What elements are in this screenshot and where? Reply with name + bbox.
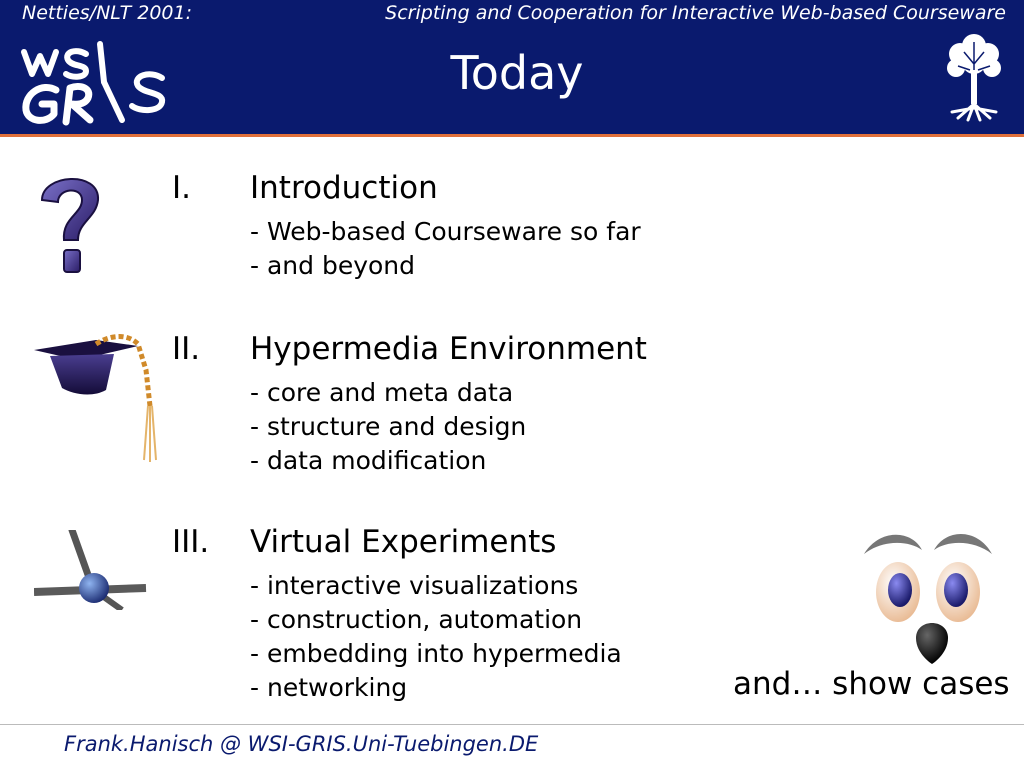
graduation-cap-icon <box>32 330 162 466</box>
surprised-face-icon <box>860 526 996 666</box>
list-item: - and beyond <box>250 251 416 280</box>
list-item: - interactive visualizations <box>250 571 579 600</box>
footer-divider <box>0 724 1024 725</box>
slide-subtitle: Scripting and Cooperation for Interactive Web-based Courseware <box>385 2 1006 24</box>
section-number: I. <box>172 170 191 206</box>
list-item: - embedding into hypermedia <box>250 639 622 668</box>
section-number: II. <box>172 331 201 367</box>
wsi-gris-logo <box>20 40 175 126</box>
conference-label: Netties/NLT 2001: <box>22 2 192 24</box>
list-item: - construction, automation <box>250 605 583 634</box>
list-item: - Web-based Courseware so far <box>250 217 641 246</box>
list-item: - structure and design <box>250 412 527 441</box>
section-title: Virtual Experiments <box>250 524 557 560</box>
section-title: Introduction <box>250 170 438 206</box>
section-items <box>250 376 526 478</box>
question-mark-icon <box>34 170 110 280</box>
tree-logo <box>946 32 1002 122</box>
footer-author: Frank.Hanisch @ WSI-GRIS.Uni-Tuebingen.DE <box>64 732 539 756</box>
list-item: - data modification <box>250 446 487 475</box>
section-number: III. <box>172 524 210 560</box>
show-cases-text: and… show cases <box>733 666 1010 702</box>
list-item: - networking <box>250 673 408 702</box>
section-items <box>250 215 641 283</box>
list-item: - core and meta data <box>250 378 514 407</box>
slide-header <box>0 0 1024 137</box>
slide-title: Today <box>450 46 584 100</box>
section-items <box>250 569 622 705</box>
molecule-joint-icon <box>34 530 148 610</box>
section-title: Hypermedia Environment <box>250 331 647 367</box>
